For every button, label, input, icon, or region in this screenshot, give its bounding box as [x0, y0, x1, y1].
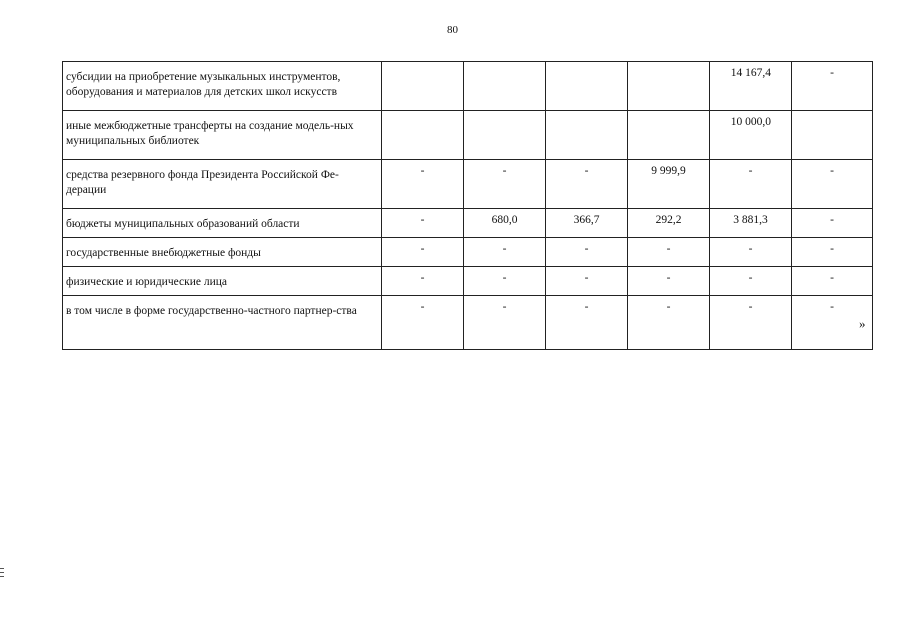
- table-cell: [628, 111, 710, 160]
- table-cell: -: [792, 267, 873, 296]
- table-cell: 292,2: [628, 209, 710, 238]
- table-cell: -: [382, 296, 464, 350]
- table-row: [63, 111, 873, 160]
- table-cell: -: [382, 160, 464, 209]
- table-cell: -: [382, 209, 464, 238]
- table-cell: [628, 62, 710, 111]
- table-cell: [464, 111, 546, 160]
- table-cell: -: [792, 238, 873, 267]
- table-cell: 9 999,9: [628, 160, 710, 209]
- table-cell: [792, 111, 873, 160]
- table-cell: -: [792, 160, 873, 209]
- table-row: [63, 62, 873, 111]
- table-cell: -: [628, 296, 710, 350]
- margin-mark: [0, 568, 4, 580]
- table-cell: -: [792, 296, 873, 350]
- row-label: физические и юридические лица: [63, 267, 382, 296]
- table-cell: -: [382, 267, 464, 296]
- table-row: [63, 160, 873, 209]
- table-cell: -: [464, 267, 546, 296]
- table-row: [63, 267, 873, 296]
- table-row: [63, 238, 873, 267]
- row-label: средства резервного фонда Президента Российской Фе-дерации: [63, 160, 382, 209]
- row-label: в том числе в форме государственно-частного партнер-ства: [63, 296, 382, 350]
- table-cell: -: [628, 267, 710, 296]
- row-label: субсидии на приобретение музыкальных инструментов, оборудования и материалов для детских школ искусств: [63, 62, 382, 111]
- table-cell: [546, 62, 628, 111]
- table-cell: -: [546, 160, 628, 209]
- row-label: бюджеты муниципальных образований области: [63, 209, 382, 238]
- table-cell: [382, 62, 464, 111]
- table-cell: -: [464, 296, 546, 350]
- table-cell: 680,0: [464, 209, 546, 238]
- table-cell: 366,7: [546, 209, 628, 238]
- table-row: [63, 296, 873, 350]
- table-cell: -: [546, 238, 628, 267]
- row-label: государственные внебюджетные фонды: [63, 238, 382, 267]
- table-cell: -: [382, 238, 464, 267]
- closing-quote: »: [859, 316, 866, 331]
- table-cell: -: [792, 209, 873, 238]
- table-cell: -: [464, 160, 546, 209]
- table-cell: -: [710, 267, 792, 296]
- table-row: [63, 209, 873, 238]
- budget-table: [62, 61, 873, 350]
- table-cell: -: [710, 296, 792, 350]
- table-cell: -: [464, 238, 546, 267]
- table-cell: 10 000,0: [710, 111, 792, 160]
- table-cell: [464, 62, 546, 111]
- table-cell: 3 881,3: [710, 209, 792, 238]
- table-cell: -: [546, 267, 628, 296]
- table-cell: [382, 111, 464, 160]
- table-cell: -: [546, 296, 628, 350]
- table-cell: -: [792, 62, 873, 111]
- table-cell: -: [628, 238, 710, 267]
- table-cell: [546, 111, 628, 160]
- table-cell: -: [710, 160, 792, 209]
- row-label: иные межбюджетные трансферты на создание модель-ных муниципальных библиотек: [63, 111, 382, 160]
- page-number: 80: [447, 24, 458, 36]
- table-cell: 14 167,4: [710, 62, 792, 111]
- table-cell: -: [710, 238, 792, 267]
